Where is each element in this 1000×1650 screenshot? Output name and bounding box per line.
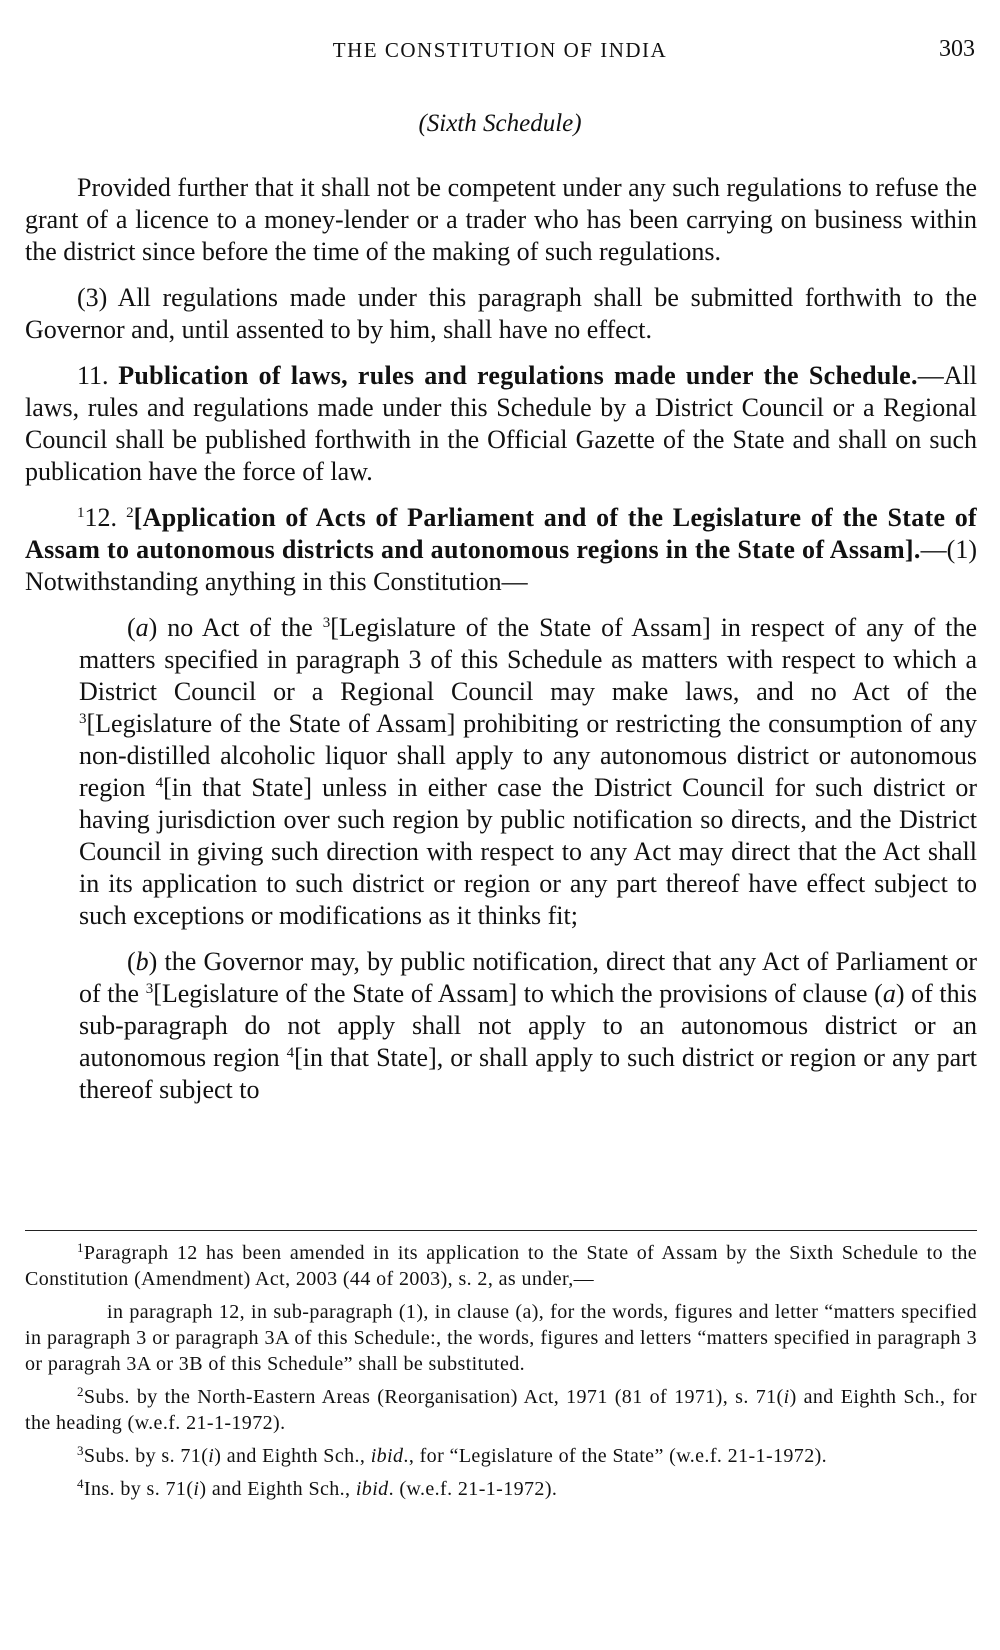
paragraph-heading: [Application of Acts of Parliament and of the Legislature of the State of Assam to autonomous districts and autonomous regions in the State of Assam]. bbox=[25, 503, 978, 564]
clause-text: [in that State], or shall apply to such district or region or any part thereof subject to bbox=[79, 1043, 978, 1104]
footnote-text: ., for “Legislature of the State” (w.e.f. 21-1-1972). bbox=[403, 1445, 828, 1467]
clause-text: [Legislature of the State of Assam] prohibiting or restricting the consumption of any non-distilled alcoholic liquor shall apply to any autonomous district or autonomous region bbox=[79, 709, 977, 802]
footnote-text: Subs. by s. 71( bbox=[83, 1445, 209, 1467]
clause-text: [Legislature of the State of Assam] in respect of any of the matters specified in paragraph 3 of this Schedule as matters with respect to which a District Council or a Regional Council may make laws, and no Act of the bbox=[79, 613, 977, 706]
footnote-number: 3 bbox=[77, 1443, 84, 1458]
paragraph-number: 11. bbox=[77, 361, 119, 390]
footnote-1 bbox=[25, 1240, 977, 1292]
paragraph-11 bbox=[25, 360, 977, 488]
footnote-text: . (w.e.f. 21-1-1972). bbox=[388, 1478, 558, 1500]
footnote-italic: i bbox=[783, 1386, 790, 1408]
footnote-marker: 1 bbox=[77, 505, 85, 521]
footnote-marker: 3 bbox=[322, 615, 331, 631]
clause-letter: a bbox=[135, 613, 149, 642]
clause-text: ) of this sub-paragraph do not apply shall not apply to an autonomous district or an autonomous region bbox=[79, 979, 977, 1072]
clause-reference: a bbox=[882, 979, 896, 1008]
document-title: THE CONSTITUTION OF INDIA bbox=[332, 38, 668, 62]
footnote-marker: 3 bbox=[79, 711, 87, 727]
footnote-italic: i bbox=[208, 1445, 215, 1467]
clause-letter: b bbox=[135, 947, 149, 976]
paragraph-12 bbox=[25, 502, 977, 598]
footnote-italic: ibid bbox=[370, 1445, 404, 1467]
footnote-text: Ins. by s. 71( bbox=[83, 1478, 194, 1500]
footnote-text: ) and Eighth Sch., for the heading (w.e.f. 21-1-1972). bbox=[25, 1386, 977, 1434]
clause-text: [Legislature of the State of Assam] to which the provisions of clause ( bbox=[153, 979, 883, 1008]
paragraph-heading: Publication of laws, rules and regulations made under the Schedule. bbox=[118, 361, 918, 390]
footnote-4 bbox=[25, 1476, 977, 1502]
clause-text: [in that State] unless in either case the District Council for such district or having jurisdiction over such region by public notification so directs, and the District Council in giving such direction with respect to any Act may direct that the Act shall in its application to such district or region or any part thereof have effect subject to such exceptions or modifications as it thinks fit; bbox=[79, 773, 978, 930]
proviso-paragraph: Provided further that it shall not be competent under any such regulations to refuse the grant of a licence to a money-lender or a trader who has been carrying on business within the district since before the time of the making of such regulations. bbox=[25, 173, 977, 266]
footnote-marker: 2 bbox=[126, 505, 134, 521]
footnote-text: Paragraph 12 has been amended in its application to the State of Assam by the Sixth Schedule to the Constitution (Amendment) Act, 2003 (44 of 2003), s. 2, as under,— bbox=[25, 1242, 977, 1290]
footnote-marker: 4 bbox=[155, 775, 164, 791]
clause-text: ) no Act of the bbox=[148, 613, 323, 642]
footnote-text: ) and Eighth Sch., bbox=[199, 1478, 356, 1500]
footnote-number: 2 bbox=[77, 1384, 84, 1399]
running-header bbox=[25, 38, 975, 68]
footnote-italic: ibid bbox=[355, 1478, 389, 1500]
paragraph-text: —(1) Notwithstanding anything in this Constitution— bbox=[25, 535, 977, 596]
footnote-divider bbox=[25, 1230, 977, 1231]
footnote-italic: i bbox=[193, 1478, 200, 1500]
schedule-label: (Sixth Schedule) bbox=[418, 110, 582, 137]
footnote-marker: 4 bbox=[286, 1045, 295, 1061]
body-text bbox=[25, 172, 977, 1120]
page-number: 303 bbox=[939, 36, 975, 62]
footnote-text: Subs. by the North-Eastern Areas (Reorganisation) Act, 1971 (81 of 1971), s. 71( bbox=[83, 1386, 784, 1408]
paragraph-text: —All laws, rules and regulations made under this Schedule by a District Council or a Regional Council shall be published forthwith in the Official Gazette of the State and shall on such publication have the force of law. bbox=[25, 361, 977, 486]
footnote-text: ) and Eighth Sch., bbox=[214, 1445, 371, 1467]
clause-text: ) the Governor may, by public notification, direct that any Act of Parliament or of the bbox=[79, 947, 977, 1008]
paragraph-number: 12. bbox=[84, 503, 127, 532]
clause-b: (b) the Governor may, by public notification, direct that any Act of Parliament or of the $^3$[Legislature of the State of Assam] to which the provisions of clause (a) of this sub-paragraph do not apply shall not apply to an autonomous district or an autonomous region $^4$[in that State], or shall apply to such district or region or any part thereof subject to bbox=[79, 947, 978, 1104]
footnote-1-amendment-text: in paragraph 12, in sub-paragraph (1), in clause (a), for the words, figures and letter “matters specified in paragraph 3 or paragraph 3A of this Schedule:, the words, figures and letters “matters specified in paragraph 3 or paragrah 3A or 3B of this Schedule” shall be substituted. bbox=[25, 1301, 977, 1375]
sub-paragraph-3: (3) All regulations made under this paragraph shall be submitted forthwith to the Governor and, until assented to by him, shall have no effect. bbox=[25, 283, 977, 344]
footnote-number: 1 bbox=[77, 1240, 84, 1255]
footnote-3 bbox=[25, 1443, 977, 1469]
footnote-number: 4 bbox=[77, 1476, 84, 1491]
footnotes bbox=[25, 1240, 977, 1509]
clause-a: (a) no Act of the $^3$[Legislature of the State of Assam] in respect of any of the matters specified in paragraph 3 of this Schedule as matters with respect to which a District Council or a Regional Council may make laws, and no Act of the $^3$[Legislature of the State of Assam] prohibiting or restricting the consumption of any non-distilled alcoholic liquor shall apply to any autonomous district or autonomous region $^4$[in that State] unless in either case the District Council for such district or having jurisdiction over such region by public notification so directs, and the District Council in giving such direction with respect to any Act may direct that the Act shall in its application to such district or region or any part thereof have effect subject to such exceptions or modifications as it thinks fit; bbox=[79, 613, 978, 930]
footnote-marker: 3 bbox=[145, 981, 154, 997]
footnote-2 bbox=[25, 1384, 977, 1436]
